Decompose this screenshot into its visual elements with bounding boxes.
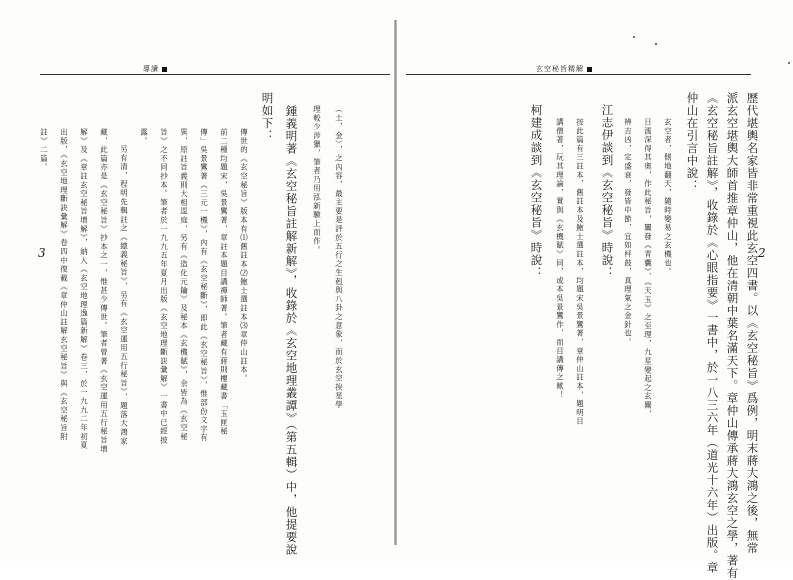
text-column: 露。	[139, 128, 149, 146]
text-column: 《玄空秘旨註解》，收錄於《心眼指要》一書中，於一八三六年（道光十六年）出版。章	[705, 92, 720, 574]
scan-speck	[788, 62, 790, 64]
header-title: 導讀	[143, 65, 159, 73]
right-page-header	[536, 64, 592, 74]
text-column: 解》及《章註玄空秘旨增解》，納入《玄空地理逸篇新解》卷三，於一九九二年初夏	[79, 128, 89, 450]
text-column: （土，金），之內容，最主要是評於五行之生剋與八卦之意象，而於玄空挨星學	[334, 105, 344, 410]
text-column: 明如下：	[260, 92, 275, 142]
text-column: 註》二篇。	[39, 128, 49, 172]
quote-column: 按此篇有三註本，舊註本及鮑士選註本，均題宋吳景鸞著，章仲山註本，題明目	[575, 118, 585, 426]
right-page	[396, 0, 793, 580]
page-number: 2	[758, 246, 766, 260]
text-column: 出版，《玄空地理斷訣彙解》卷四中復載《章仲山註解玄空秘旨》與《玄空秘旨附	[59, 128, 69, 442]
text-column: 鍾義明著《玄空秘旨註解新解》，收錄於《玄空地理叢譚》（第五輯）中，他提要說	[284, 105, 299, 556]
text-column: 仲山在引言中說：	[685, 92, 700, 192]
quote-column: 日濡深得其奧，作此秘旨，闡發《青囊》、《天玉》之至理，九星變起之玄關，	[643, 118, 653, 419]
text-column: 派玄空堪輿大師首推章仲山，他在清朝中葉名滿天下。章仲山傳承蔣大鴻玄空之學，著有	[725, 92, 740, 580]
quote-column: 玄空者，側地翻天，隨時變易之玄機也。	[663, 118, 673, 277]
text-column: 歷代堪輿名家皆非常重視此玄空四書。以《玄空秘旨》爲例，明末蔣大鴻之後，無常	[745, 92, 760, 555]
scan-speck	[633, 36, 635, 38]
header-rule	[406, 74, 751, 75]
text-column: 傳」吳景鸞著《三元一機》，內有《玄空秘斷》，即此《玄空秘旨》，惟部份文字有	[199, 128, 209, 443]
page-number: 3	[38, 246, 46, 260]
header-rule	[40, 74, 390, 75]
quote-column: 辨吉凶，定盛衰，發皆中節，宜如枰鼓，真理氣之金針也。	[623, 118, 633, 347]
text-column: 前二種均題宋，吳景鸞著，章註本題目講禪師著。筆者藏有蔣則樓藏書「玉匣秘	[219, 128, 229, 436]
text-column: 另有清，程明先輯註之《總義秘旨》，另有《玄空運用五行秘旨》，題落大鴻家	[119, 145, 129, 446]
text-column: 藏，此篇亦是《玄空秘旨》抄本之一，惟甚少傳世。筆者曾著《玄空運用五行秘旨增	[99, 128, 109, 454]
text-column: 柯建成談到《玄空秘旨》時說：	[529, 104, 544, 279]
text-column: 傳世的《玄空秘旨》版本有⑴舊註本⑵鮑士選註本⑶章仲山註本。	[239, 128, 249, 384]
scan-speck	[655, 43, 657, 45]
header-block-icon	[162, 67, 167, 72]
text-column: 江志伊談到《玄空秘旨》時說：	[600, 104, 615, 279]
text-column: 旨》之不同抄本。筆者於一九九五年夏月出版《玄空地理斷訣彙解》一書中已經披	[159, 128, 169, 445]
quote-column: 講僧著，玩其理論，實與《玄機賦》同，或本吳景鸞作，而目講傳之歟！	[555, 118, 565, 400]
header-block-icon	[587, 67, 592, 72]
left-page	[0, 0, 396, 561]
text-column: 異，原註旨義則大相逕庭，另有《造化元鑰》及秘本《玄機賦》，余皆為《玄空秘	[179, 128, 189, 442]
left-page-header	[143, 64, 167, 74]
header-title: 玄空秘旨精解	[536, 65, 584, 73]
text-column: 理較少涉獵，筆者乃用泓新驗上而作。	[312, 105, 322, 255]
